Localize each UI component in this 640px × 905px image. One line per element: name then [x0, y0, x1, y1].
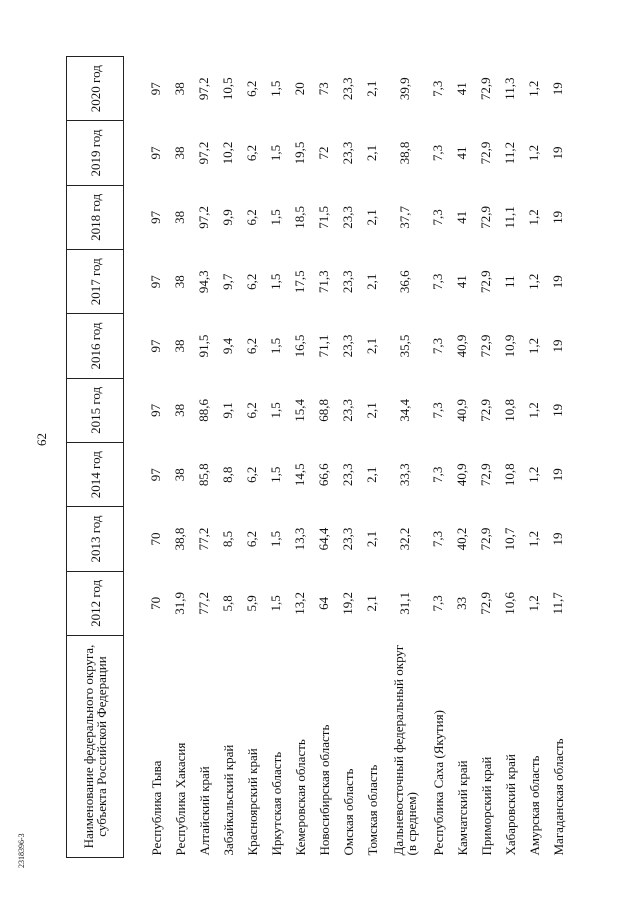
table-row	[426, 57, 450, 858]
value-cell: 40,2	[454, 527, 469, 551]
value-cell: 71,3	[316, 270, 331, 294]
value-cell: 38,8	[172, 527, 187, 551]
region-name: Новосибирская область	[316, 724, 332, 856]
header-year: 2020 год	[67, 57, 124, 121]
value-cell: 97	[148, 210, 163, 224]
header-year: 2012 год	[67, 571, 124, 635]
header-year: 2015 год	[67, 378, 124, 442]
document-code: 2318396-3	[17, 833, 26, 868]
value-cell: 9,1	[220, 402, 235, 419]
table-row	[192, 57, 216, 858]
value-cell: 23,3	[340, 141, 355, 165]
data-table	[66, 56, 570, 858]
table-row	[288, 57, 312, 858]
value-cell: 72	[316, 146, 331, 160]
value-cell: 41	[454, 82, 469, 96]
value-cell: 5,9	[244, 595, 259, 612]
value-cell: 11	[502, 275, 517, 288]
value-cell: 64,4	[316, 527, 331, 551]
value-cell: 19	[550, 146, 565, 160]
region-name: Забайкальский край	[220, 744, 236, 856]
value-cell: 41	[454, 210, 469, 224]
value-cell: 6,2	[244, 402, 259, 419]
value-cell: 7,3	[430, 402, 445, 419]
table-row	[384, 57, 426, 858]
value-cell: 7,3	[430, 80, 445, 97]
value-cell: 11,3	[502, 77, 517, 100]
value-cell: 2,1	[364, 144, 379, 162]
value-cell: 72,9	[478, 77, 493, 101]
value-cell: 97	[148, 146, 163, 160]
value-cell: 10,7	[502, 527, 517, 551]
value-cell: 10,5	[220, 77, 235, 101]
region-name: Магаданская область	[550, 738, 566, 856]
header-year: 2019 год	[67, 121, 124, 185]
value-cell: 39,9	[397, 77, 412, 101]
page-number: 62	[34, 433, 49, 446]
value-cell: 19	[550, 403, 565, 417]
value-cell: 35,5	[397, 334, 412, 358]
value-cell: 1,5	[268, 80, 283, 97]
value-cell: 6,2	[244, 337, 259, 355]
value-cell: 40,9	[454, 398, 469, 422]
value-cell: 85,8	[196, 463, 211, 487]
value-cell: 38	[172, 403, 187, 417]
value-cell: 11,7	[550, 592, 565, 615]
value-cell: 2,1	[364, 337, 379, 355]
value-cell: 23,3	[340, 270, 355, 294]
value-cell: 7,3	[430, 273, 445, 290]
value-cell: 14,5	[292, 463, 307, 487]
value-cell: 38	[172, 146, 187, 160]
table-row	[336, 57, 360, 858]
value-cell: 64	[316, 596, 331, 610]
value-cell: 38,8	[397, 141, 412, 165]
value-cell: 72,9	[478, 270, 493, 294]
value-cell: 70	[148, 532, 163, 546]
value-cell: 1,2	[526, 209, 541, 226]
value-cell: 7,3	[430, 530, 445, 548]
value-cell: 34,4	[397, 398, 412, 422]
value-cell: 1,2	[526, 530, 541, 548]
value-cell: 97	[148, 468, 163, 482]
value-cell: 1,5	[268, 466, 283, 483]
header-year: 2013 год	[67, 507, 124, 571]
value-cell: 7,3	[430, 595, 445, 612]
value-cell: 1,2	[526, 144, 541, 162]
table-row	[474, 57, 498, 858]
value-cell: 97,2	[196, 206, 211, 229]
value-cell: 9,4	[220, 337, 235, 355]
value-cell: 70	[148, 596, 163, 610]
value-cell: 38	[172, 339, 187, 353]
header-row	[67, 57, 124, 858]
region-name: Томская область	[364, 764, 380, 856]
value-cell: 19	[550, 210, 565, 224]
value-cell: 19	[550, 532, 565, 546]
value-cell: 13,3	[292, 527, 307, 551]
value-cell: 10,8	[502, 463, 517, 487]
value-cell: 31,1	[397, 591, 412, 615]
value-cell: 23,3	[340, 334, 355, 358]
value-cell: 6,2	[244, 273, 259, 290]
value-cell: 94,3	[196, 270, 211, 294]
value-cell: 2,1	[364, 466, 379, 483]
value-cell: 1,5	[268, 144, 283, 162]
rotated-table-container	[66, 56, 604, 858]
value-cell: 19	[550, 82, 565, 96]
value-cell: 18,5	[292, 206, 307, 229]
value-cell: 10,2	[220, 141, 235, 165]
value-cell: 9,7	[220, 273, 235, 290]
region-name: Кемеровская область	[292, 739, 308, 856]
value-cell: 77,2	[196, 591, 211, 615]
region-name: Приморский край	[478, 756, 494, 856]
value-cell: 2,1	[364, 402, 379, 419]
value-cell: 19	[550, 468, 565, 482]
value-cell: 77,2	[196, 527, 211, 551]
value-cell: 2,1	[364, 273, 379, 290]
value-cell: 1,2	[526, 80, 541, 97]
region-name: Алтайский край	[196, 766, 212, 856]
value-cell: 31,9	[172, 591, 187, 615]
value-cell: 6,2	[244, 80, 259, 97]
value-cell: 6,2	[244, 144, 259, 162]
table-row	[240, 57, 264, 858]
value-cell: 40,9	[454, 334, 469, 358]
value-cell: 97	[148, 403, 163, 417]
header-year: 2016 год	[67, 314, 124, 378]
value-cell: 97,2	[196, 141, 211, 165]
value-cell: 16,5	[292, 334, 307, 358]
value-cell: 40,9	[454, 463, 469, 487]
value-cell: 1,5	[268, 402, 283, 419]
region-name: Республика Хакасия	[172, 742, 188, 856]
value-cell: 72,9	[478, 334, 493, 358]
value-cell: 91,5	[196, 334, 211, 358]
table-row	[498, 57, 522, 858]
value-cell: 1,5	[268, 530, 283, 548]
value-cell: 10,9	[502, 334, 517, 358]
region-name: Камчатский край	[454, 760, 470, 856]
table-row	[360, 57, 384, 858]
value-cell: 1,2	[526, 466, 541, 483]
value-cell: 38	[172, 275, 187, 289]
value-cell: 1,2	[526, 337, 541, 355]
value-cell: 6,2	[244, 530, 259, 548]
value-cell: 9,9	[220, 209, 235, 226]
value-cell: 71,1	[316, 334, 331, 358]
value-cell: 7,3	[430, 144, 445, 162]
value-cell: 10,6	[502, 591, 517, 615]
value-cell: 7,3	[430, 337, 445, 355]
value-cell: 36,6	[397, 270, 412, 294]
region-name: Хабаровский край	[502, 754, 518, 856]
header-year: 2014 год	[67, 443, 124, 507]
value-cell: 97	[148, 275, 163, 289]
value-cell: 2,1	[364, 80, 379, 97]
value-cell: 1,5	[268, 209, 283, 226]
value-cell: 2,1	[364, 595, 379, 612]
value-cell: 38	[172, 468, 187, 482]
value-cell: 68,8	[316, 398, 331, 422]
value-cell: 2,1	[364, 209, 379, 226]
value-cell: 1,5	[268, 595, 283, 612]
value-cell: 37,7	[397, 206, 412, 229]
header-name-column: Наименование федерального округа, субъекта Российской Федерации	[67, 636, 124, 858]
value-cell: 19,5	[292, 141, 307, 165]
value-cell: 38	[172, 210, 187, 224]
table-body	[124, 57, 571, 858]
value-cell: 72,9	[478, 398, 493, 422]
region-name: Иркутская область	[268, 751, 284, 856]
value-cell: 10,8	[502, 398, 517, 422]
table-row	[312, 57, 336, 858]
value-cell: 2,1	[364, 530, 379, 548]
value-cell: 73	[316, 82, 331, 96]
value-cell: 72,9	[478, 591, 493, 615]
table-row	[216, 57, 240, 858]
value-cell: 1,2	[526, 273, 541, 290]
value-cell: 72,9	[478, 463, 493, 487]
value-cell: 23,3	[340, 463, 355, 487]
value-cell: 23,3	[340, 398, 355, 422]
value-cell: 33,3	[397, 463, 412, 487]
value-cell: 20	[292, 82, 307, 96]
value-cell: 6,2	[244, 466, 259, 483]
table-row	[144, 57, 168, 858]
value-cell: 19	[550, 339, 565, 353]
value-cell: 1,5	[268, 337, 283, 355]
value-cell: 66,6	[316, 463, 331, 487]
value-cell: 23,3	[340, 77, 355, 101]
table-row	[264, 57, 288, 858]
value-cell: 19	[550, 275, 565, 289]
value-cell: 7,3	[430, 209, 445, 226]
value-cell: 32,2	[397, 527, 412, 551]
region-name: Омская область	[340, 768, 356, 856]
value-cell: 88,6	[196, 398, 211, 422]
value-cell: 41	[454, 146, 469, 160]
value-cell: 6,2	[244, 209, 259, 226]
value-cell: 19,2	[340, 591, 355, 615]
value-cell: 71,5	[316, 206, 331, 229]
table-row	[546, 57, 570, 858]
value-cell: 8,5	[220, 530, 235, 548]
value-cell: 1,2	[526, 402, 541, 419]
table-row	[522, 57, 546, 858]
value-cell: 13,2	[292, 591, 307, 615]
value-cell: 1,2	[526, 595, 541, 612]
table-row	[450, 57, 474, 858]
table-row	[168, 57, 192, 858]
value-cell: 41	[454, 275, 469, 289]
header-year: 2017 год	[67, 250, 124, 314]
spacer-row	[124, 57, 145, 858]
value-cell: 38	[172, 82, 187, 96]
header-year: 2018 год	[67, 185, 124, 249]
value-cell: 23,3	[340, 527, 355, 551]
value-cell: 72,9	[478, 527, 493, 551]
value-cell: 11,1	[502, 206, 517, 229]
value-cell: 7,3	[430, 466, 445, 483]
region-name: Амурская область	[526, 755, 542, 856]
value-cell: 8,8	[220, 466, 235, 483]
value-cell: 97	[148, 82, 163, 96]
value-cell: 72,9	[478, 206, 493, 229]
value-cell: 5,8	[220, 595, 235, 612]
value-cell: 33	[454, 596, 469, 610]
value-cell: 17,5	[292, 270, 307, 294]
value-cell: 15,4	[292, 398, 307, 422]
value-cell: 23,3	[340, 206, 355, 229]
value-cell: 11,2	[502, 141, 517, 165]
region-name: Дальневосточный федеральный округ (в среднем)	[391, 644, 419, 856]
value-cell: 97,2	[196, 77, 211, 101]
value-cell: 72,9	[478, 141, 493, 165]
region-name: Республика Тыва	[148, 760, 164, 856]
region-name: Красноярский край	[244, 748, 260, 856]
value-cell: 1,5	[268, 273, 283, 290]
region-name: Республика Саха (Якутия)	[430, 710, 446, 856]
value-cell: 97	[148, 339, 163, 353]
